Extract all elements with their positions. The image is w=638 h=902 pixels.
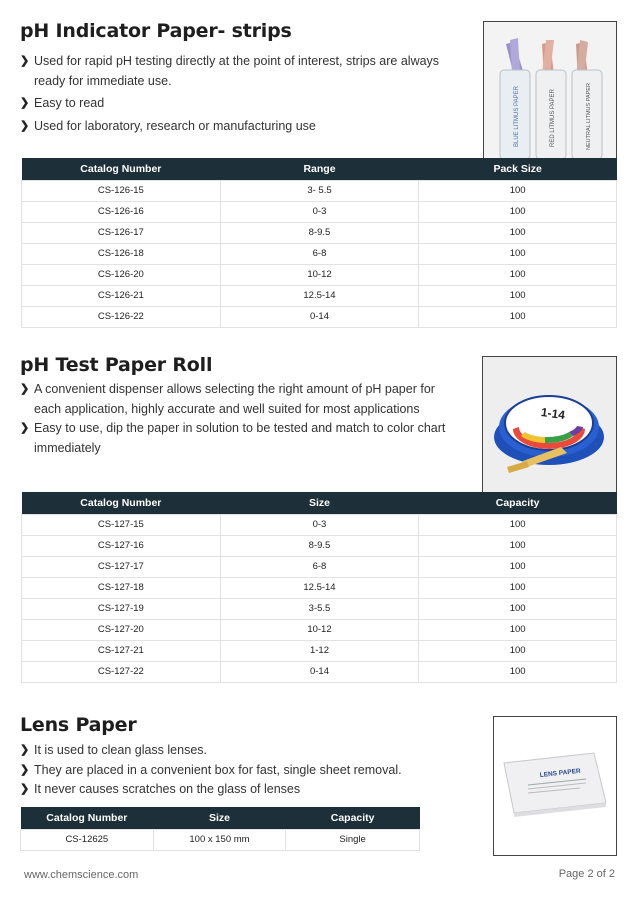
- table-row: CS-127-20 10-12 100: [22, 619, 617, 640]
- lens-paper-image: [493, 716, 617, 856]
- table-row: CS-12625 100 x 150 mm Single: [21, 829, 420, 850]
- table-row: CS-126-20 10-12 100: [22, 264, 617, 285]
- chevron-right-icon: ❯: [20, 763, 30, 776]
- footer-website-link[interactable]: www.chemscience.com: [24, 869, 139, 881]
- page-number: Page 2 of 2: [558, 868, 615, 880]
- list-item: ❯ It is used to clean glass lenses.: [20, 741, 460, 761]
- table-row: CS-127-17 6-8 100: [22, 556, 617, 577]
- table-header-row: [21, 807, 420, 829]
- chevron-right-icon: ❯: [20, 97, 30, 109]
- column-header: Capacity: [286, 807, 420, 829]
- table-row: CS-127-16 8-9.5 100: [22, 535, 617, 556]
- table-header-row: [22, 492, 617, 514]
- chevron-right-icon: ❯: [20, 55, 30, 67]
- table-header-row: [22, 158, 617, 180]
- table-row: CS-126-15 3- 5.5 100: [22, 180, 617, 201]
- column-header: Size: [220, 492, 419, 514]
- tube-label-blue: BLUE LITMUS PAPER: [514, 86, 520, 147]
- section-title: Lens Paper: [20, 714, 137, 736]
- feature-list: [20, 52, 450, 136]
- column-header: Size: [153, 807, 286, 829]
- table-row: CS-127-18 12.5-14 100: [22, 577, 617, 598]
- table-row: CS-126-21 12.5-14 100: [22, 285, 617, 306]
- list-item: ❯ They are placed in a convenient box for fast, single sheet removal.: [20, 761, 460, 781]
- tube-label-neutral: NEUTRAL LITMUS PAPER: [586, 83, 592, 150]
- column-header: Catalog Number: [21, 807, 154, 829]
- litmus-tubes-image: [483, 21, 617, 158]
- list-item: ❯ A convenient dispenser allows selecting the right amount of pH paper for each application, highly accurate and well suited for most applications: [20, 382, 435, 416]
- product-table: [21, 492, 617, 683]
- tube-label-red: RED LITMUS PAPER: [550, 89, 556, 147]
- chevron-right-icon: ❯: [20, 744, 30, 756]
- chevron-right-icon: ❯: [20, 119, 30, 132]
- column-header: Catalog Number: [22, 158, 221, 180]
- list-item: ❯ Easy to use, dip the paper in solution to be tested and match to color chart immediately: [20, 421, 446, 455]
- list-item: ❯ Easy to read: [20, 94, 450, 114]
- product-table: [20, 807, 420, 851]
- lens-box-label: LENS PAPER: [539, 767, 582, 779]
- chevron-right-icon: ❯: [20, 783, 30, 795]
- table-row: CS-126-22 0-14 100: [22, 306, 617, 327]
- chevron-right-icon: ❯: [20, 422, 30, 434]
- table-row: CS-127-19 3-5.5 100: [22, 598, 617, 619]
- list-item: ❯ Used for laboratory, research or manufacturing use: [20, 117, 450, 137]
- column-header: Pack Size: [419, 158, 617, 180]
- column-header: Catalog Number: [22, 492, 221, 514]
- table-row: CS-126-18 6-8 100: [22, 243, 617, 264]
- feature-list: [20, 741, 460, 800]
- roll-label: 1-14: [540, 404, 566, 423]
- product-table: [21, 158, 617, 328]
- list-item: ❯ Used for rapid pH testing directly at the point of interest, strips are always ready for immediate use.: [20, 54, 440, 88]
- list-item: ❯ It never causes scratches on the glass of lenses: [20, 780, 460, 800]
- test-paper-roll-image: [482, 356, 617, 493]
- chevron-right-icon: ❯: [20, 383, 30, 395]
- column-header: Range: [220, 158, 419, 180]
- section-title: pH Indicator Paper- strips: [20, 20, 292, 42]
- column-header: Capacity: [419, 492, 617, 514]
- table-row: CS-127-15 0-3 100: [22, 514, 617, 535]
- table-row: CS-127-21 1-12 100: [22, 640, 617, 661]
- table-row: CS-126-17 8-9.5 100: [22, 222, 617, 243]
- section-title: pH Test Paper Roll: [20, 354, 213, 376]
- table-row: CS-126-16 0-3 100: [22, 201, 617, 222]
- table-row: CS-127-22 0-14 100: [22, 661, 617, 682]
- feature-list: [20, 380, 460, 458]
